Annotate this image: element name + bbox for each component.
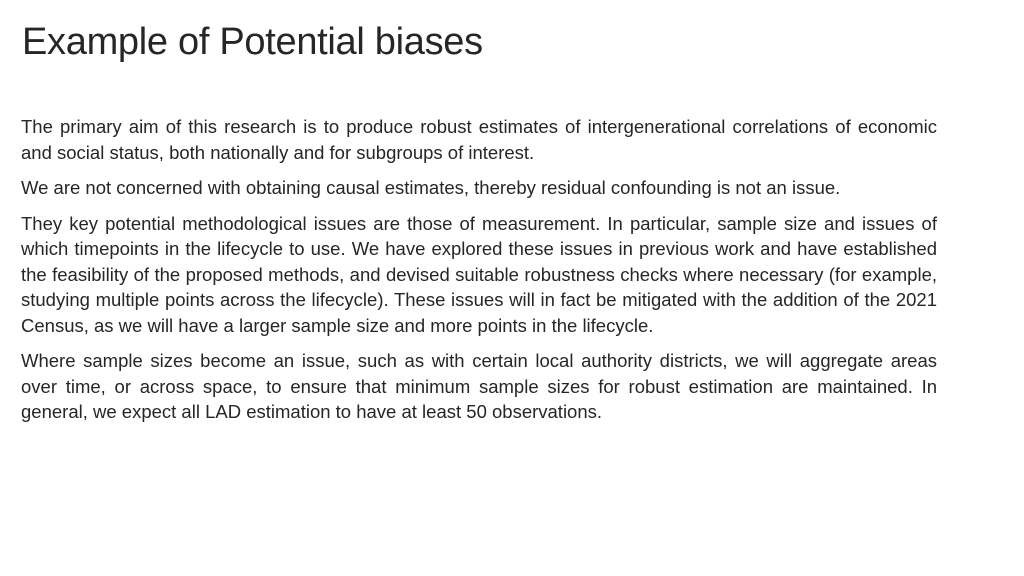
body-paragraph-causal: We are not concerned with obtaining causal estimates, thereby residual confounding is not an issue.	[21, 177, 841, 198]
body-paragraph-aim: The primary aim of this research is to produce robust estimates of intergenerational correlations of economic and social status, both nationally and for subgroups of interest.	[21, 116, 937, 163]
body-paragraph-sample-sizes: Where sample sizes become an issue, such as with certain local authority districts, we will aggregate areas over time, or across space, to ensure that minimum sample sizes for robust estimation are maintained. In general, we expect all LAD estimation to have at least 50 observations.	[21, 350, 937, 422]
slide-title: Example of Potential biases	[22, 21, 483, 63]
slide-body	[21, 114, 937, 435]
body-paragraph-measurement: They key potential methodological issues are those of measurement. In particular, sample size and issues of which timepoints in the lifecycle to use. We have explored these issues in previous work and have established the feasibility of the proposed methods, and devised suitable robustness checks where necessary (for example, studying multiple points across the lifecycle). These issues will in fact be mitigated with the addition of the 2021 Census, as we will have a larger sample size and more points in the lifecycle.	[21, 212, 937, 336]
